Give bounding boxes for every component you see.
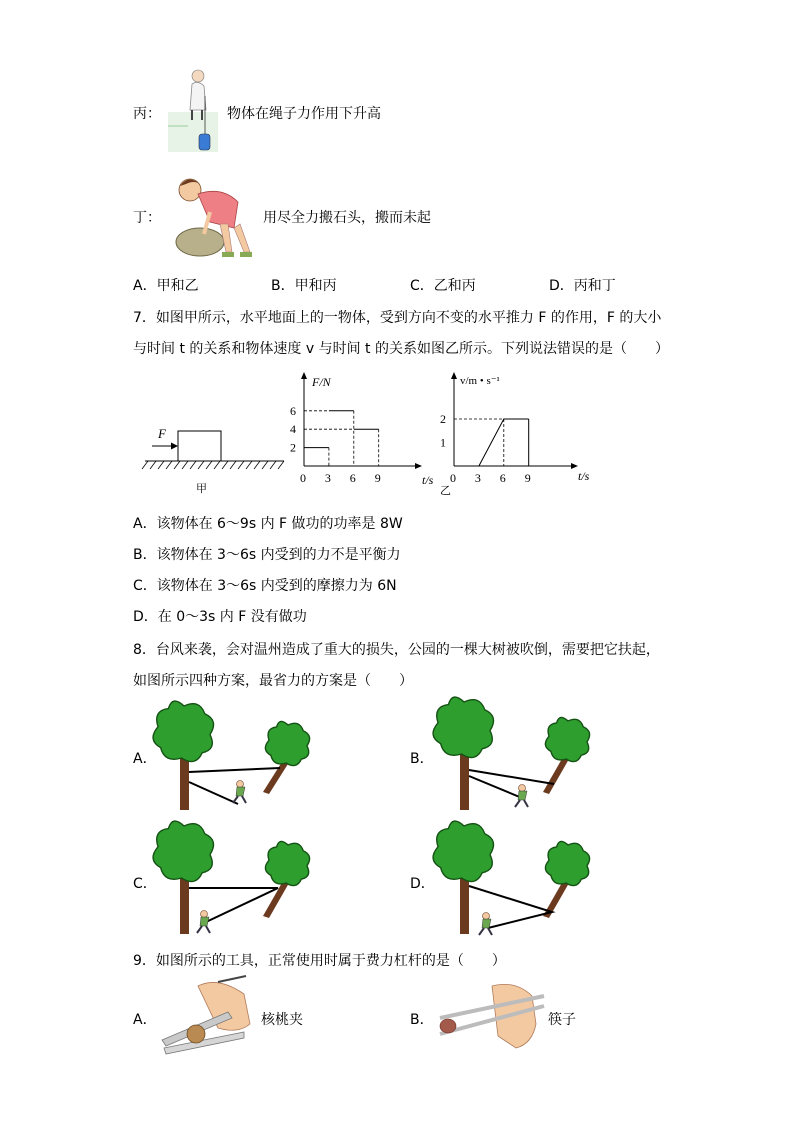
old-man-pulling-rope-illustration: [168, 66, 218, 152]
person-body: [236, 787, 245, 796]
y-tick-label: 1: [440, 435, 446, 450]
q8-stem-line1: 8．台风来袭，会对温州造成了重大的损失，公园的一棵大树被吹倒，需要把它扶起，: [133, 642, 660, 658]
q7-stem-line2: 与时间 t 的关系和物体速度 v 与时间 t 的关系如图乙所示。下列说法错误的是（ ）: [133, 341, 669, 357]
rope: [189, 768, 280, 804]
fallen-tree-crown: [265, 841, 309, 885]
y-axis-label: F/N: [312, 375, 331, 389]
q9-stem: 9．如图所示的工具，正常使用时属于费力杠杆的是（ ）: [133, 953, 506, 969]
person-leg: [479, 928, 484, 935]
person-head: [519, 785, 526, 792]
q8-option-a-label: A．: [133, 751, 157, 767]
item-bing-label: 丙：: [133, 106, 161, 122]
person-leg: [488, 928, 492, 935]
chart-force-vs-time: [286, 368, 436, 488]
y-axis-arrow: [451, 372, 457, 379]
q7-option-b: B．该物体在 3～6s 内受到的力不是平衡力: [133, 547, 401, 563]
x-tick-label: 6: [499, 471, 506, 485]
q7-option-a: A．该物体在 6～9s 内 F 做功的功率是 8W: [133, 516, 403, 532]
big-tree-crown: [153, 701, 213, 761]
x-tick-label: 6: [349, 471, 356, 485]
rope: [469, 770, 554, 798]
item-ding-label: 丁：: [133, 210, 161, 226]
q9-option-a-label: A．: [133, 1012, 157, 1028]
q7-stem-line1: 7．如图甲所示，水平地面上的一物体，受到方向不变的水平推力 F 的作用，F 的大小: [133, 310, 662, 326]
y-axis-label: v/m • s⁻¹: [460, 375, 500, 387]
y-tick-label: 2: [440, 412, 446, 426]
q8-option-d-label: D．: [410, 876, 435, 892]
person-head: [483, 913, 490, 920]
person-leg: [515, 800, 520, 807]
x-tick-label: 0: [300, 471, 306, 485]
x-tick-label: 3: [474, 471, 481, 485]
person-leg: [242, 796, 246, 803]
person-body: [200, 917, 209, 926]
y-tick-label: 4: [290, 422, 296, 437]
tree-scheme-d: [430, 820, 600, 942]
tree-scheme-a: [150, 700, 320, 818]
figure-jia-caption: 甲: [196, 482, 207, 495]
y-tick-label: 6: [290, 403, 296, 418]
fallen-tree-crown: [265, 721, 309, 765]
big-tree-crown: [433, 697, 493, 757]
fallen-tree-crown: [545, 841, 589, 885]
figure-jia-block-on-ground: [140, 420, 290, 500]
q9-option-a-name: 核桃夹: [261, 1012, 303, 1028]
person-pulling: [233, 781, 246, 804]
q7-option-c: C．该物体在 3～6s 内受到的摩擦力为 6N: [133, 578, 397, 594]
big-tree-crown: [153, 821, 213, 881]
x-axis-arrow: [415, 463, 422, 469]
item-ding-desc: 用尽全力搬石头，搬而未起: [263, 210, 431, 226]
q6-option-b: B．甲和丙: [271, 278, 337, 294]
fallen-tree-crown: [545, 717, 589, 761]
q9-option-b-name: 筷子: [548, 1012, 576, 1028]
person-leg: [524, 800, 528, 807]
person-head: [201, 911, 208, 918]
person-body: [518, 791, 527, 800]
y-tick-label: 2: [290, 440, 296, 455]
x-tick-label: 9: [524, 471, 531, 485]
figure-yi-caption: 乙: [440, 484, 451, 497]
tree-scheme-c: [150, 820, 320, 942]
force-label-f: F: [158, 426, 166, 441]
big-tree-crown: [433, 821, 493, 881]
x-tick-label: 9: [374, 471, 381, 485]
girl-lifting-stone-illustration: [164, 172, 260, 260]
person-leg: [206, 926, 210, 933]
person-leg: [197, 926, 202, 933]
chopsticks-illustration: [436, 980, 548, 1052]
q8-option-b-label: B．: [410, 751, 434, 767]
y-axis-arrow: [301, 372, 307, 379]
person-pulling: [479, 913, 492, 936]
x-axis-label: t/s: [578, 469, 590, 483]
q8-option-c-label: C．: [133, 876, 157, 892]
chart-velocity-vs-time: [434, 368, 594, 498]
q6-option-c: C．乙和丙: [410, 278, 476, 294]
x-axis-arrow: [571, 463, 578, 469]
tree-scheme-b: [430, 696, 600, 818]
q6-option-a: A．甲和乙: [133, 278, 199, 294]
rope: [469, 886, 552, 928]
q6-option-d: D．丙和丁: [549, 278, 616, 294]
x-tick-label: 0: [450, 471, 456, 485]
x-tick-label: 3: [324, 471, 331, 485]
q7-option-d: D．在 0～3s 内 F 没有做功: [133, 609, 307, 625]
person-head: [237, 781, 244, 788]
person-pulling: [197, 911, 210, 934]
q9-option-b-label: B．: [410, 1012, 434, 1028]
nutcracker-illustration: [158, 974, 258, 1056]
item-bing-desc: 物体在绳子力作用下升高: [227, 106, 381, 122]
q8-stem-line2: 如图所示四种方案，最省力的方案是（ ）: [133, 673, 413, 689]
x-axis-label: t/s: [422, 473, 434, 487]
